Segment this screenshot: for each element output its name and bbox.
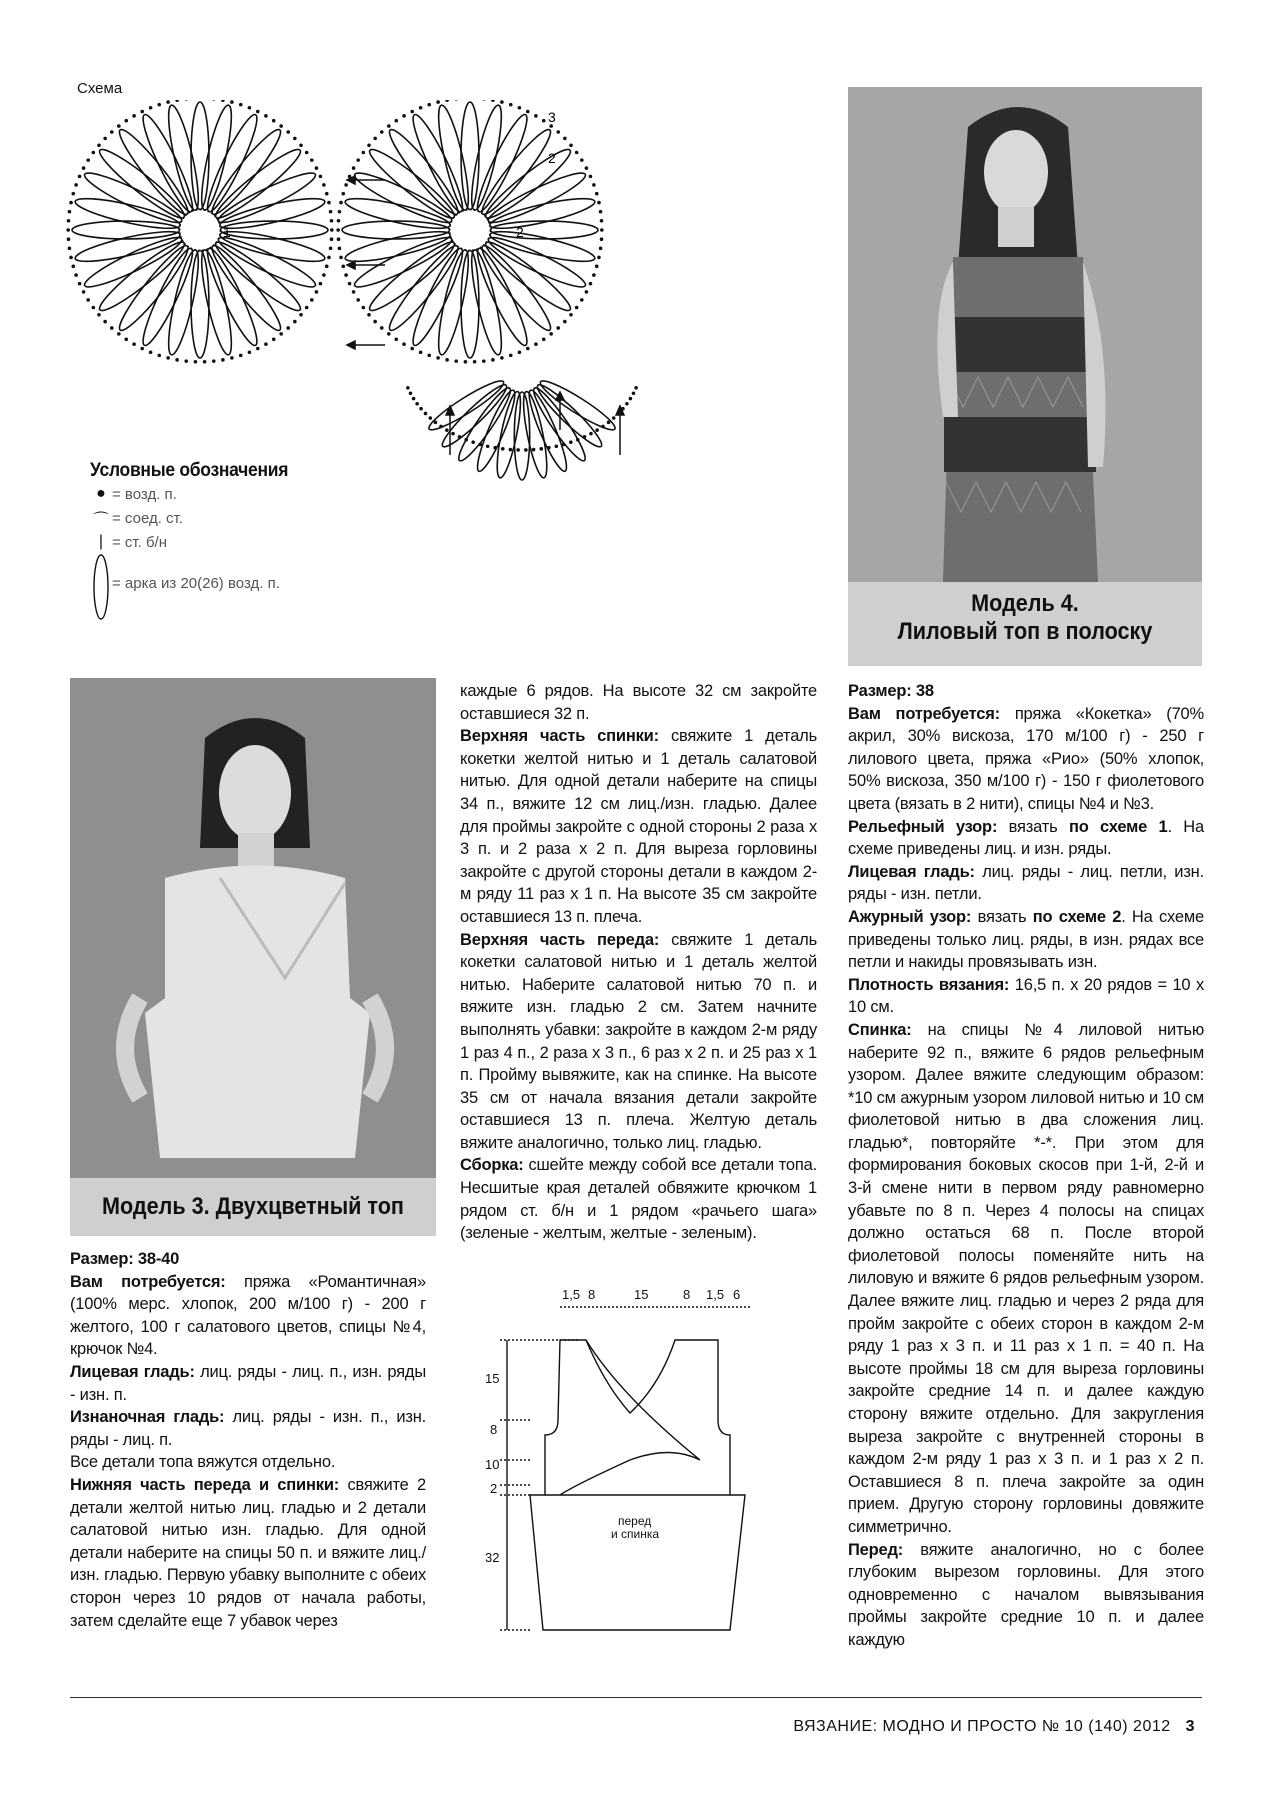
round-label-2: 2 bbox=[548, 150, 556, 166]
model-3-label bbox=[70, 1178, 436, 1236]
relief-scheme-ref: по схеме 1 bbox=[1068, 817, 1168, 836]
model-3-label-text: Модель 3. Двухцветный топ bbox=[102, 1193, 404, 1220]
dim-top-2: 8 bbox=[588, 1287, 596, 1302]
gauge-title: Плотность вязания: bbox=[848, 975, 1010, 994]
dim-top-3: 15 bbox=[634, 1287, 649, 1302]
reverse-stockinette-title: Изнаночная гладь: bbox=[70, 1408, 225, 1427]
model-3-photo bbox=[70, 678, 436, 1178]
front-text: вяжите аналогично, но с более глубоким вырезом горловины. Для этого одновременно с началом вывязывания проймы закройте средние 10 п. и далее каждую bbox=[848, 1540, 1204, 1649]
model-4-size: Размер: 38 bbox=[848, 682, 934, 700]
needs-title: Вам потребуется: bbox=[70, 1272, 226, 1291]
dim-side-3: 10 bbox=[485, 1457, 500, 1472]
front-title: Перед: bbox=[848, 1540, 904, 1559]
needs-title: Вам потребуется: bbox=[848, 704, 1000, 723]
lace-text-2: . На схеме приведены только лиц. ряды, в изн. рядах все петли и накиды провязывать изн. bbox=[848, 907, 1204, 972]
back-title: Спинка: bbox=[848, 1020, 912, 1039]
lace-text: вязать bbox=[971, 907, 1033, 926]
model-4-label-line2: Лиловый топ в полоску bbox=[897, 618, 1153, 645]
piece-label-2: и спинка bbox=[611, 1527, 660, 1541]
legend-title: Условные обозначения bbox=[90, 460, 289, 481]
scheme-caption: Схема bbox=[77, 80, 123, 97]
relief-text: вязать bbox=[997, 817, 1069, 836]
lower-part-title: Нижняя часть переда и спинки: bbox=[70, 1475, 340, 1494]
legend-text: = ст. б/н bbox=[112, 533, 168, 551]
separate-note: Все детали топа вяжутся отдельно. bbox=[70, 1453, 336, 1472]
half-flower-motif bbox=[425, 375, 619, 480]
legend bbox=[90, 460, 390, 624]
footer bbox=[793, 1718, 1195, 1736]
lower-part-text: свяжите 2 детали желтой нитью лиц. гладью и 2 детали салатовой нитью изн. гладью. Для одной детали наберите на спицы 50 п. и вяжите лиц./изн. гладью. Первую убавку выполните с обеих сторон через 10 рядов от начала работы, затем сделайте еще 7 убавок через bbox=[70, 1475, 426, 1630]
needs-text: пряжа «Романтичная» (100% мерс. хлопок, 200 м/100 г) - 200 г желтого, 100 г салатового цветов, спицы №4, крючок №4. bbox=[70, 1272, 426, 1359]
needs-text: пряжа «Кокетка» (70% акрил, 30% вискоза, 170 м/100 г) - 250 г лилового цвета, пряжа «Рио» (50% хлопок, 50% вискоза, 350 м/100 г) - 150 г фиолетового цвета (вязать в 2 нити), спицы №4 и №3. bbox=[848, 704, 1204, 813]
footer-magazine: ВЯЗАНИЕ: МОДНО И ПРОСТО № 10 (140) 2012 bbox=[793, 1718, 1171, 1735]
motif-label-2: 2 bbox=[516, 224, 524, 240]
model-3-illustration bbox=[70, 678, 436, 1178]
dim-side-1: 15 bbox=[485, 1371, 500, 1386]
legend-text: = возд. п. bbox=[112, 485, 177, 503]
stockinette-text: лиц. ряды - лиц. п., изн. ряды - изн. п. bbox=[70, 1362, 426, 1404]
model-4-illustration bbox=[848, 87, 1202, 582]
legend-row-arch bbox=[90, 554, 390, 624]
upper-back-text: свяжите 1 деталь кокетки желтой нитью и 1 деталь салатовой нитью. Для одной детали наберите на спицы 34 п., вяжите 12 см лиц./изн. гладью. Далее для проймы закройте с одной стороны 2 раза х 3 п. и 2 раза х 2 п. Для выреза горловины закройте с другой стороны детали в каждом 2-м ряду 11 раз х 1 п. На высоте 35 см закройте оставшиеся 13 п. плеча. bbox=[460, 727, 817, 926]
lace-title: Ажурный узор: bbox=[848, 907, 972, 926]
dim-top-6: 6 bbox=[733, 1287, 741, 1302]
dim-top-1: 1,5 bbox=[562, 1287, 581, 1302]
model-3-size: Размер: 38-40 bbox=[70, 1250, 180, 1268]
flower-motif-2 bbox=[342, 102, 598, 358]
gauge-text: 16,5 п. х 20 рядов = 10 х 10 см. bbox=[848, 975, 1204, 1017]
model-3-text-col1 bbox=[70, 1248, 426, 1632]
dim-side-4: 2 bbox=[490, 1481, 498, 1496]
model-4-label bbox=[848, 582, 1202, 666]
reverse-stockinette-text: лиц. ряды - изн. п., изн. ряды - лиц. п. bbox=[70, 1408, 426, 1449]
legend-row-slip bbox=[90, 506, 390, 530]
legend-row-single bbox=[90, 530, 390, 554]
upper-back-title: Верхняя часть спинки: bbox=[460, 727, 659, 746]
stockinette-text: лиц. ряды - лиц. петли, изн. ряды - изн. петли. bbox=[848, 862, 1204, 904]
lower-part-continued: каждые 6 рядов. На высоте 32 см закройте оставшиеся 32 п. bbox=[460, 682, 817, 723]
back-text: на спицы №4 лиловой нитью наберите 92 п., вяжите 6 рядов рельефным узором. Далее вяжите следующим образом: *10 см ажурным узором лиловой нитью и 10 см фиолетовой нитью в два сложения лиц. гладью*, повторяйте *-*. При этом для формирования боковых скосов при 1-й, 2-й и 3-й смене нити в первом ряду равномерно убавьте по 8 п. Через 4 полосы на спицах должно остаться 68 п. После второй фиолетовой полосы поменяйте нить на лиловую и вяжите 6 рядов рельефным узором. Далее вяжите лиц. гладью и через 2 ряда для пройм закройте с обеих сторон в каждом 2-м ряду 1 раз х 3 п. и 11 раз х 1 п. = 40 п. На высоте проймы 18 см для выреза горловины закройте средние 14 п. и далее каждую сторону вяжите отдельно. Для закругления выреза закройте с внутренней стороны в каждом 2-м ряду 1 раз х 3 п. и 1 раз х 2 п. Оставшиеся 8 п. плеча закройте за один прием. Другую сторону горловины довяжите симметрично. bbox=[848, 1020, 1204, 1536]
relief-title: Рельефный узор: bbox=[848, 817, 998, 836]
legend-row-chain bbox=[90, 482, 390, 506]
upper-front-title: Верхняя часть переда: bbox=[460, 930, 660, 949]
stockinette-title: Лицевая гладь: bbox=[848, 862, 975, 881]
flower-motif-1 bbox=[72, 102, 328, 358]
chain-arch-loop-icon bbox=[90, 553, 112, 626]
footer-divider bbox=[70, 1697, 1202, 1698]
dim-top-5: 1,5 bbox=[706, 1287, 725, 1302]
model-4-label-line1: Модель 4. bbox=[971, 590, 1079, 617]
motif-label-1: 1 bbox=[223, 224, 231, 240]
model-3-text-col2 bbox=[460, 680, 817, 1245]
piece-label-1: перед bbox=[618, 1514, 652, 1528]
stockinette-title: Лицевая гладь: bbox=[70, 1362, 195, 1381]
assembly-title: Сборка: bbox=[460, 1156, 524, 1175]
upper-front-text: свяжите 1 деталь кокетки салатовой нитью и 1 деталь желтой нитью. Наберите салатовой нитью 70 п. и вяжите изн. гладью 2 см. Затем начните выполнять убавки: закройте в каждом 2-м ряду 1 раз 4 п., 2 раза х 3 п., 6 раз х 2 п. и 25 раз х 1 п. Пройму вывяжите, как на спинке. На высоте 35 см от начала вязания детали закройте оставшиеся 13 п. плеча. Желтую деталь вяжите аналогично, только лиц. гладью. bbox=[460, 930, 817, 1152]
dim-top-4: 8 bbox=[683, 1287, 691, 1302]
assembly-text: сшейте между собой все детали топа. Несшитые края деталей обвяжите крючком 1 рядом ст. б/н и 1 рядом «рачьего шага» (зеленые - желтым, желтые - зеленым). bbox=[460, 1156, 817, 1243]
dim-side-5: 32 bbox=[485, 1550, 500, 1565]
round-label-3: 3 bbox=[548, 109, 556, 125]
model-4-photo bbox=[848, 87, 1202, 582]
pattern-diagram bbox=[470, 1285, 770, 1645]
legend-text: = арка из 20(26) возд. п. bbox=[112, 574, 280, 592]
legend-text: = соед. ст. bbox=[112, 509, 183, 527]
single-crochet-bar-icon: | bbox=[98, 533, 104, 550]
lace-scheme-ref: по схеме 2 bbox=[1032, 907, 1122, 926]
relief-text-2: . На схеме приведены лиц. и изн. ряды. bbox=[848, 817, 1204, 859]
chain-stitch-dot-icon: ● bbox=[96, 485, 106, 502]
dim-side-2: 8 bbox=[490, 1422, 498, 1437]
page-number: 3 bbox=[1185, 1718, 1195, 1735]
slip-stitch-arc-icon: ⌒ bbox=[92, 511, 109, 529]
model-4-text-col bbox=[848, 680, 1204, 1652]
